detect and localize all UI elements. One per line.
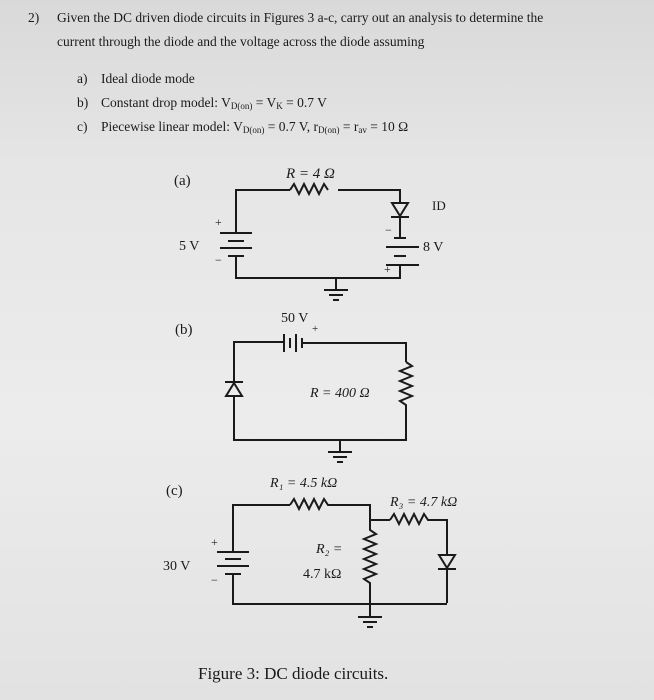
- item-c-part: = r: [339, 119, 359, 134]
- item-b-part: = 0.7 V: [282, 95, 327, 110]
- item-c-part: = 10 Ω: [366, 119, 409, 134]
- source-label: 30 V: [163, 559, 191, 574]
- wire: [236, 190, 290, 232]
- handwritten-note: ID: [432, 198, 446, 213]
- r3-label: R₃ = 4.7 kΩ: [390, 495, 458, 510]
- resistor-r3-icon: [390, 514, 447, 555]
- item-b-part: = V: [252, 95, 277, 110]
- question-line-2: current through the diode and the voltage across the diode assuming: [57, 34, 425, 49]
- item-a-text: Ideal diode mode: [101, 71, 195, 86]
- minus-sign: −: [211, 573, 218, 587]
- figure-caption: Figure 3: DC diode circuits.: [198, 664, 389, 683]
- item-c-marker: c): [77, 119, 88, 134]
- subscript: D(on): [317, 125, 340, 135]
- circuit-b: [175, 311, 412, 462]
- item-a-marker: a): [77, 71, 88, 86]
- item-b-marker: b): [77, 95, 89, 110]
- wire: [233, 505, 290, 552]
- wire: [338, 190, 400, 203]
- ground-icon: [358, 604, 382, 627]
- item-c-part: = 0.7 V, r: [264, 119, 318, 134]
- r2-value: 4.7 kΩ: [303, 567, 342, 582]
- resistor-icon: [234, 362, 412, 440]
- item-c-part: Piecewise linear model: V: [101, 119, 243, 134]
- subscript: K: [276, 101, 283, 111]
- ground-icon: [324, 278, 348, 300]
- wire: [438, 569, 456, 603]
- diode-icon: [226, 383, 242, 396]
- battery-icon: [217, 552, 249, 574]
- wire: [391, 217, 409, 238]
- source-label: 8 V: [423, 240, 444, 255]
- battery-icon: [220, 233, 252, 256]
- resistor-label: R = 4 Ω: [286, 166, 335, 182]
- resistor-r2-icon: [364, 520, 376, 603]
- r2-label: R₂ =: [316, 542, 343, 557]
- source-label: 5 V: [179, 239, 200, 254]
- subscript: D(on): [230, 101, 253, 111]
- plus-sign: +: [215, 215, 222, 229]
- question-line-1: Given the DC driven diode circuits in Figures 3 a-c, carry out an analysis to determine the: [57, 10, 544, 25]
- wire: [236, 256, 400, 278]
- battery-icon: [386, 238, 419, 265]
- circuit-a: [174, 166, 446, 300]
- circuit-c: [163, 476, 457, 627]
- wire: [302, 343, 406, 362]
- question-number: 2): [28, 10, 40, 25]
- circuit-c-label: (c): [166, 483, 183, 499]
- minus-sign: −: [215, 253, 222, 267]
- diode-icon: [392, 203, 408, 216]
- source-label: 50 V: [281, 311, 309, 326]
- subscript: D(on): [242, 125, 265, 135]
- circuit-b-label: (b): [175, 322, 193, 338]
- minus-sign: −: [385, 223, 392, 237]
- plus-sign: +: [211, 535, 218, 549]
- subscript: av: [358, 125, 367, 135]
- r1-label: R₁ = 4.5 kΩ: [270, 476, 338, 491]
- resistor-label: R = 400 Ω: [310, 386, 370, 401]
- circuit-a-label: (a): [174, 173, 191, 189]
- item-b-part: Constant drop model: V: [101, 95, 231, 110]
- resistor-icon: [290, 184, 328, 194]
- ground-icon: [328, 440, 352, 462]
- plus-sign: +: [312, 323, 319, 335]
- resistor-r1-icon: [290, 499, 390, 520]
- plus-sign: +: [384, 262, 391, 276]
- battery-icon: [234, 334, 302, 380]
- diode-icon: [439, 555, 455, 568]
